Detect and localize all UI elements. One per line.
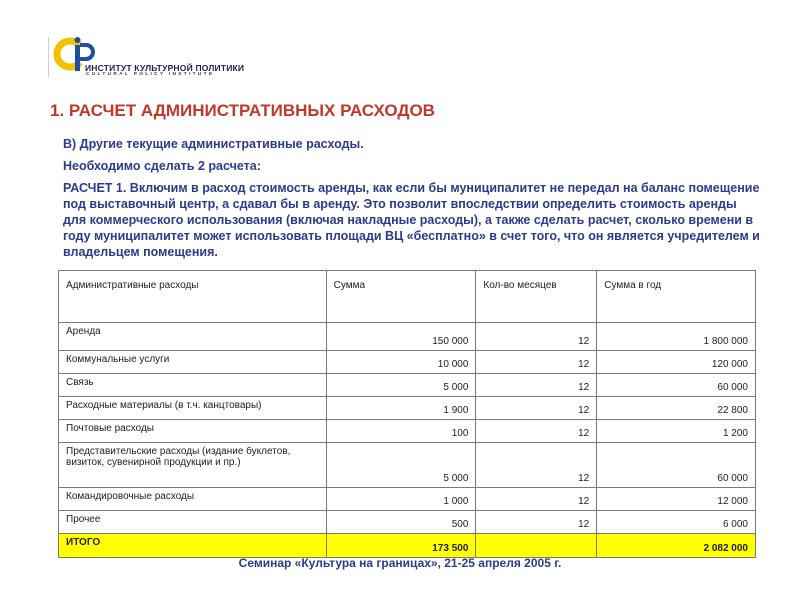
cell-name: Аренда (59, 323, 327, 351)
logo-title: ИНСТИТУТ КУЛЬТУРНОЙ ПОЛИТИКИ (85, 63, 245, 73)
total-months (476, 534, 597, 558)
total-label: ИТОГО (59, 534, 327, 558)
table-row (59, 323, 756, 351)
header-cell: Административные расходы (59, 271, 327, 323)
table-row (59, 351, 756, 374)
cell-sum: 500 (326, 511, 476, 534)
cell-year: 12 000 (597, 488, 756, 511)
cell-name: Почтовые расходы (59, 420, 327, 443)
header-cell: Сумма (326, 271, 476, 323)
footer-seminar: Семинар «Культура на границах», 21-25 апреля 2005 г. (238, 556, 562, 570)
cell-sum: 10 000 (326, 351, 476, 374)
cell-months: 12 (476, 511, 597, 534)
cell-name: Связь (59, 374, 327, 397)
cell-year: 60 000 (597, 374, 756, 397)
table-row (59, 374, 756, 397)
cell-year: 1 200 (597, 420, 756, 443)
cell-name: Командировочные расходы (59, 488, 327, 511)
total-sum: 173 500 (326, 534, 476, 558)
page-title: 1. РАСЧЕТ АДМИНИСТРАТИВНЫХ РАСХОДОВ (50, 101, 435, 120)
logo-subtitle: CULTURAL POLICY INSTITUTE (86, 72, 215, 77)
cell-year: 6 000 (597, 511, 756, 534)
paragraph-section: В) Другие текущие административные расходы. (63, 137, 364, 151)
admin-costs-table (58, 270, 756, 558)
table-row (59, 511, 756, 534)
paragraph-intro: Необходимо сделать 2 расчета: (63, 159, 261, 173)
logo-divider (48, 37, 49, 77)
cell-name: Прочее (59, 511, 327, 534)
table-header-row (59, 271, 756, 323)
cell-months: 12 (476, 443, 597, 488)
cell-year: 60 000 (597, 443, 756, 488)
header-cell: Сумма в год (597, 271, 756, 323)
cell-sum: 5 000 (326, 443, 476, 488)
cell-months: 12 (476, 420, 597, 443)
cell-sum: 5 000 (326, 374, 476, 397)
cell-year: 22 800 (597, 397, 756, 420)
cell-months: 12 (476, 374, 597, 397)
cell-sum: 150 000 (326, 323, 476, 351)
paragraph-calculation: РАСЧЕТ 1. Включим в расход стоимость аренды, как если бы муниципалитет не передал на баланс помещение под выставочный центр, а сдавал бы в аренду. Это позволит впоследствии определить стоимость аренды для коммерческого использования (включая накладные расходы), а также сделать расчет, сколько времени в году муниципалитет может использовать площади ВЦ «бесплатно» в счет того, что он является учредителем и владельцем помещения. (63, 181, 760, 259)
cell-sum: 100 (326, 420, 476, 443)
cell-name: Коммунальные услуги (59, 351, 327, 374)
header-cell: Кол-во месяцев (476, 271, 597, 323)
cell-name: Представительские расходы (издание буклетов, визиток, сувенирной продукции и пр.) (59, 443, 327, 488)
cell-months: 12 (476, 397, 597, 420)
cell-sum: 1 000 (326, 488, 476, 511)
table-row (59, 443, 756, 488)
cell-year: 120 000 (597, 351, 756, 374)
cell-sum: 1 900 (326, 397, 476, 420)
cell-name: Расходные материалы (в т.ч. канцтовары) (59, 397, 327, 420)
table-row (59, 420, 756, 443)
cell-months: 12 (476, 351, 597, 374)
cell-year: 1 800 000 (597, 323, 756, 351)
cell-months: 12 (476, 323, 597, 351)
table-row (59, 397, 756, 420)
total-year: 2 082 000 (597, 534, 756, 558)
table-row (59, 488, 756, 511)
cell-months: 12 (476, 488, 597, 511)
table-total-row (59, 534, 756, 558)
